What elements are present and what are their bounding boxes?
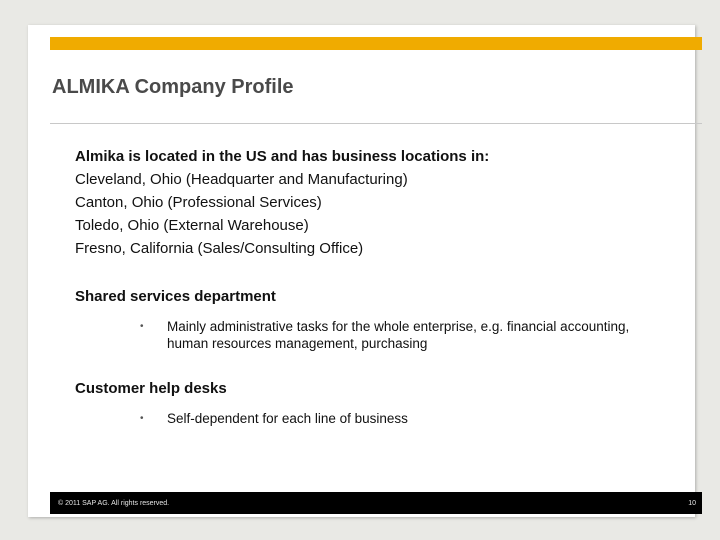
bullet-text: Mainly administrative tasks for the whole enterprise, e.g. financial accounting, human resources management, purchasing: [167, 319, 630, 351]
accent-bar: [50, 37, 702, 50]
section-shared-services: [75, 285, 675, 352]
intro-heading: Almika is located in the US and has business locations in:: [75, 148, 490, 165]
location-item: Canton, Ohio (Professional Services): [75, 194, 322, 211]
bullet-item: [140, 410, 637, 427]
copyright-text: © 2011 SAP AG. All rights reserved.: [58, 500, 170, 507]
title-divider: [50, 123, 702, 124]
page-number: 10: [688, 500, 696, 507]
slide: [28, 25, 695, 517]
bullet-text: Self-dependent for each line of business: [167, 411, 408, 426]
section-heading: Shared services department: [75, 288, 276, 305]
location-item: Toledo, Ohio (External Warehouse): [75, 217, 309, 234]
bullet-item: [140, 318, 637, 352]
slide-title: ALMIKA Company Profile: [52, 76, 294, 98]
location-item: Cleveland, Ohio (Headquarter and Manufacturing): [75, 171, 408, 188]
slide-footer: [50, 492, 702, 514]
bullet-dot: •: [140, 413, 144, 424]
location-item: Fresno, California (Sales/Consulting Office): [75, 240, 364, 257]
section-help-desks: [75, 377, 675, 427]
bullet-dot: •: [140, 321, 144, 332]
slide-body: [75, 145, 675, 427]
section-heading: Customer help desks: [75, 380, 227, 397]
